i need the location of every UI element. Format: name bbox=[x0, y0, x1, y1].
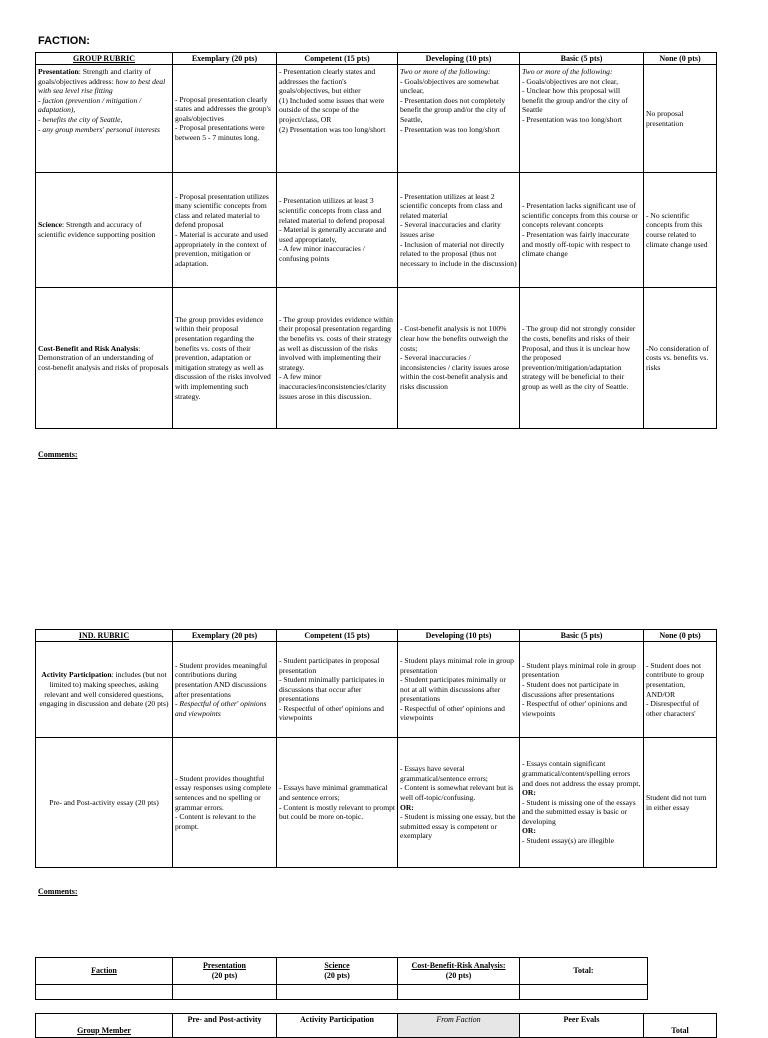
cell-line: - Student participates in proposal presentation bbox=[279, 655, 380, 675]
rubric-cell bbox=[520, 642, 644, 738]
rubric-cell bbox=[277, 288, 398, 429]
cell-line: - A few minor inaccuracies/inconsistencies/clarity issues arose in this discussion. bbox=[279, 372, 387, 401]
cell-line: - Several inaccuracies / inconsistencies / clarity issues arose within the cost-benefit analysis and risks discussion bbox=[400, 353, 510, 391]
cell-line: - Student is missing one essay, but the submitted essay is competent or exemplary bbox=[400, 812, 516, 841]
cell-line: - Essays have minimal grammatical and sentence errors; bbox=[279, 783, 388, 802]
header-group-member: Group Member bbox=[36, 1014, 173, 1038]
cell-line: - Presentation lacks significant use of scientific concepts from this course or concepts relevant concepts bbox=[522, 201, 638, 230]
ind-rubric-header-row bbox=[36, 630, 717, 642]
rubric-row-cost-benefit bbox=[36, 288, 717, 429]
criterion-line: - any group members' personal interests bbox=[38, 124, 160, 134]
cell-line: - Proposal presentation clearly states and addresses the group's goals/objectives bbox=[175, 94, 271, 123]
ind-rubric-header-basic: Basic (5 pts) bbox=[520, 630, 644, 642]
criterion-description: Pre- and Post-activity essay (20 pts) bbox=[49, 797, 159, 807]
rubric-cell bbox=[644, 738, 717, 868]
group-rubric-header-competent: Competent (15 pts) bbox=[277, 53, 398, 65]
cell-line: - Unclear how this proposal will benefit the group and/or the city of Seattle bbox=[522, 86, 628, 115]
cell-line: - Inclusion of material not directly related to the proposal (thus not necessary to include in the discussion) bbox=[400, 239, 517, 268]
rubric-cell bbox=[398, 65, 520, 173]
cell-line: - Respectful of other' opinions and viewpoints bbox=[279, 703, 384, 723]
cell-line: - A few minor inaccuracies / confusing points bbox=[279, 244, 365, 263]
rubric-cell bbox=[398, 288, 520, 429]
ind-rubric-header-title: IND. RUBRIC bbox=[36, 630, 173, 642]
rubric-cell bbox=[644, 642, 717, 738]
criterion-activity-participation bbox=[36, 642, 173, 738]
rubric-row-essay bbox=[36, 738, 717, 868]
faction-label: FACTION: bbox=[38, 35, 90, 47]
cell-line: - Student does not participate in discussions after presentations bbox=[522, 679, 619, 699]
cell-line: - Goals/objectives are somewhat unclear, bbox=[400, 76, 499, 96]
criterion-title: Science bbox=[38, 220, 63, 230]
cell-line: - Essays contain significant grammatical/content/spelling errors and does not address the essay prompt, bbox=[522, 759, 641, 788]
ind-rubric-header-developing: Developing (10 pts) bbox=[398, 630, 520, 642]
cell-line: - Essays have several grammatical/sentence errors; bbox=[400, 764, 488, 783]
summary-header-faction: Faction bbox=[36, 958, 173, 985]
group-member-table bbox=[35, 1013, 717, 1038]
cell-line: - Respectful of other' opinions and viewpoints bbox=[522, 699, 627, 718]
cell-line: Two or more of the following: bbox=[400, 67, 491, 76]
group-rubric-header-row bbox=[36, 53, 717, 65]
summary-header-presentation bbox=[173, 958, 277, 985]
rubric-cell bbox=[277, 65, 398, 173]
cell-line: - Material is generally accurate and used appropriately, bbox=[279, 225, 387, 244]
summary-cell-cost-benefit[interactable] bbox=[398, 985, 520, 1000]
criterion-italic: how to best deal with sea level rise fitting bbox=[38, 76, 166, 96]
header-line: Presentation bbox=[203, 961, 246, 970]
group-member-header-row bbox=[36, 1014, 717, 1038]
cell-line: - Student does not contribute to group presentation, AND/OR bbox=[646, 660, 705, 699]
header-line: (20 pts) bbox=[324, 971, 350, 980]
rubric-cell bbox=[398, 738, 520, 868]
criterion-cost-benefit bbox=[36, 288, 173, 429]
cell-line: - Student plays minimal role in group presentation bbox=[400, 655, 514, 675]
header-total: Total bbox=[644, 1014, 717, 1038]
rubric-cell bbox=[398, 173, 520, 288]
cell-line: - Content is somewhat relevant but is well off-topic/confusing. bbox=[400, 783, 514, 802]
cell-line: - Content is mostly relevant to prompt but could be more on-topic. bbox=[279, 802, 396, 822]
cell-line: OR: bbox=[522, 788, 536, 798]
faction-summary-table bbox=[35, 957, 648, 1000]
criterion-science bbox=[36, 173, 173, 288]
ind-rubric-header-exemplary: Exemplary (20 pts) bbox=[173, 630, 277, 642]
summary-header-science bbox=[277, 958, 398, 985]
rubric-cell bbox=[173, 173, 277, 288]
rubric-cell bbox=[173, 65, 277, 173]
criterion-title: Presentation bbox=[38, 67, 79, 76]
cell-line: - Content is relevant to the prompt. bbox=[175, 812, 256, 831]
criterion-presentation bbox=[36, 65, 173, 173]
rubric-cell bbox=[277, 642, 398, 738]
criterion-description: : Demonstration of an understanding of cost-benefit analysis and risks of proposals bbox=[38, 343, 169, 372]
criterion-line: - faction (prevention / mitigation / adaptation), bbox=[38, 95, 142, 115]
ind-rubric-header-none: None (0 pts) bbox=[644, 630, 717, 642]
cell-line: - Presentation clearly states and addresses the faction's goals/objectives, but either bbox=[279, 67, 376, 96]
rubric-cell bbox=[173, 642, 277, 738]
cell-line: - Cost-benefit analysis is not 100% clear how the benefits outweigh the costs; bbox=[400, 324, 509, 353]
rubric-row-presentation bbox=[36, 65, 717, 173]
header-line: (20 pts) bbox=[211, 971, 238, 980]
criterion-line: - benefits the city of Seattle, bbox=[38, 114, 123, 124]
cell-line: - Presentation does not completely benefit the group and/or the city of Seattle, bbox=[400, 95, 506, 124]
cell-line: - Student participates minimally or not at all within discussions after presentations bbox=[400, 675, 506, 704]
cell-line: - Respectful of other' opinions and viewpoints bbox=[400, 703, 505, 723]
cell-line: No proposal presentation bbox=[646, 108, 684, 128]
cell-line: Two or more of the following: bbox=[522, 67, 613, 76]
summary-header-cost-benefit bbox=[398, 958, 520, 985]
criterion-title: Activity Participation bbox=[41, 670, 112, 680]
rubric-cell bbox=[173, 288, 277, 429]
summary-cell-presentation[interactable] bbox=[173, 985, 277, 1000]
cell-line: - Disrespectful of other characters' bbox=[646, 699, 700, 718]
cell-line: - Material is accurate and used appropriately in the context of prevention, mitigation or adaptation. bbox=[175, 230, 268, 268]
cell-line: - Student minimally participates in discussions that occur after presentations bbox=[279, 675, 385, 704]
group-rubric-header-developing: Developing (10 pts) bbox=[398, 53, 520, 65]
cell-line: (2) Presentation was too long/short bbox=[279, 124, 386, 134]
cell-line: - Presentation was too long/short bbox=[400, 124, 500, 134]
cell-line: - Respectful of other' opinions and viewpoints bbox=[175, 699, 267, 718]
ind-rubric-header-competent: Competent (15 pts) bbox=[277, 630, 398, 642]
cell-line: The group provides evidence within their proposal presentation regarding the benefits vs. costs of their prevention, adaptation or mitigation strategy as well as discussion of the risks involved with implementing such strategy. bbox=[175, 314, 271, 401]
group-rubric-header-basic: Basic (5 pts) bbox=[520, 53, 644, 65]
criterion-description: : includes (but not limited to) making speeches, asking relevant and well considered questions, engaging in discussion and debate (20 pts) bbox=[39, 670, 169, 709]
header-line: (20 pts) bbox=[445, 971, 472, 980]
cell-line: OR: bbox=[522, 826, 536, 836]
cell-line: - No scientific concepts from this course related to climate change used bbox=[646, 210, 708, 249]
summary-cell-science[interactable] bbox=[277, 985, 398, 1000]
cell-line: - Presentation utilizes at least 3 scientific concepts from class and related material to defend proposal bbox=[279, 196, 385, 225]
cell-line: - Proposal presentations were between 5 - 7 minutes long. bbox=[175, 123, 265, 142]
cell-line: - Presentation was fairly inaccurate and mostly off-topic with respect to climate change bbox=[522, 230, 631, 259]
ind-rubric-table bbox=[35, 629, 717, 868]
criterion-description: : Strength and clarity of goals/objectives address: bbox=[38, 67, 151, 86]
cell-line: - Student plays minimal role in group presentation bbox=[522, 660, 636, 680]
rubric-cell bbox=[398, 642, 520, 738]
rubric-cell bbox=[520, 738, 644, 868]
rubric-cell bbox=[520, 173, 644, 288]
header-activity-participation: Activity Participation bbox=[277, 1014, 398, 1038]
criterion-description: : Strength and accuracy of scientific evidence supporting position bbox=[38, 220, 156, 239]
group-rubric-header-none: None (0 pts) bbox=[644, 53, 717, 65]
group-rubric-table bbox=[35, 52, 717, 429]
summary-input-row bbox=[36, 985, 648, 1000]
rubric-cell bbox=[520, 65, 644, 173]
rubric-cell bbox=[173, 738, 277, 868]
criterion-essay bbox=[36, 738, 173, 868]
header-line: Cost-Benefit-Risk Analysis: bbox=[411, 961, 506, 970]
cell-line: Student did not turn in either essay bbox=[646, 792, 707, 812]
cell-line: - Proposal presentation utilizes many scientific concepts from class and related material to defend proposal bbox=[175, 191, 269, 230]
cell-line: (1) Included some issues that were outside of the scope of the project/class, OR bbox=[279, 95, 385, 124]
rubric-cell bbox=[277, 738, 398, 868]
rubric-cell bbox=[520, 288, 644, 429]
cell-line: - The group provides evidence within their proposal presentation regarding the benefits vs. costs of their strategy as well as discussion of the risks involved with implementing their strategy. bbox=[279, 314, 393, 372]
summary-cell-faction[interactable] bbox=[36, 985, 173, 1000]
cell-line: -No consideration of costs vs. benefits vs. risks bbox=[646, 343, 709, 372]
summary-cell-total[interactable] bbox=[520, 985, 648, 1000]
comments-label-group: Comments: bbox=[38, 450, 78, 459]
cell-line: - Student essay(s) are illegible bbox=[522, 836, 614, 846]
group-rubric-header-exemplary: Exemplary (20 pts) bbox=[173, 53, 277, 65]
group-rubric-header-title: GROUP RUBRIC bbox=[36, 53, 173, 65]
cell-line: - Presentation was too long/short bbox=[522, 114, 622, 124]
rubric-cell bbox=[644, 65, 717, 173]
rubric-cell bbox=[644, 173, 717, 288]
cell-line: - Several inaccuracies and clarity issues arise bbox=[400, 220, 501, 239]
summary-header-row bbox=[36, 958, 648, 985]
cell-line: - Student provides meaningful contributions during presentation AND discussions after presentations bbox=[175, 660, 268, 699]
header-pre-post-activity: Pre- and Post-activity bbox=[173, 1014, 277, 1038]
header-peer-evals: Peer Evals bbox=[520, 1014, 644, 1038]
rubric-cell bbox=[277, 173, 398, 288]
header-line: Science bbox=[324, 961, 350, 970]
rubric-cell bbox=[644, 288, 717, 429]
cell-line: - Presentation utilizes at least 2 scientific concepts from class and related material bbox=[400, 191, 503, 220]
cell-line: - Student provides thoughtful essay responses using complete sentences and no spelling or grammar errors. bbox=[175, 773, 271, 812]
cell-line: OR: bbox=[400, 802, 414, 812]
rubric-row-activity-participation bbox=[36, 642, 717, 738]
criterion-title: Cost-Benefit and Risk Analysis bbox=[38, 343, 139, 353]
cell-line: - Goals/objectives are not clear, bbox=[522, 76, 619, 86]
rubric-row-science bbox=[36, 173, 717, 288]
comments-label-ind: Comments: bbox=[38, 887, 78, 896]
cell-line: - Student is missing one of the essays and the submitted essay is basic or developing bbox=[522, 797, 636, 826]
header-from-faction: From Faction bbox=[398, 1014, 520, 1038]
cell-line: - The group did not strongly consider the costs, benefits and risks of their Proposal, and thus it is unclear how the proposed prevention/mitigation/adaptation strategy will be beneficial to their group as well as the city of Seattle. bbox=[522, 324, 636, 391]
summary-header-total: Total: bbox=[520, 958, 648, 985]
